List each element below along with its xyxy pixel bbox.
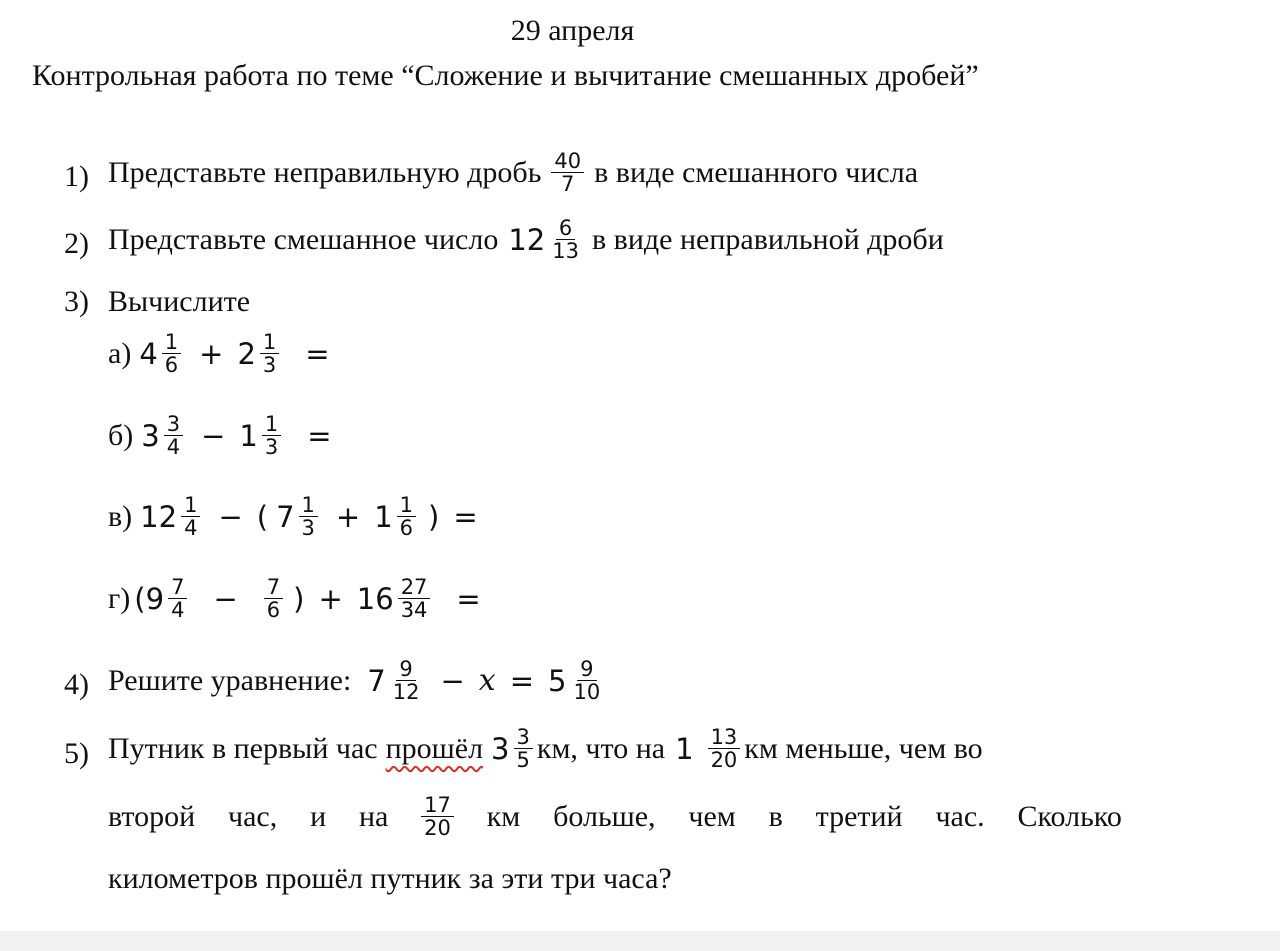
word: на	[358, 799, 389, 833]
fraction-denominator: 3	[264, 435, 279, 460]
task-2-whole: 12	[508, 222, 546, 257]
fraction-numerator: 7	[264, 576, 283, 599]
equals-sign: =	[305, 336, 330, 371]
document-title: Контрольная работа по теме “Сложение и вычитание смешанных дробей”	[32, 59, 979, 92]
task-1-line	[108, 150, 918, 195]
task-2-number: 2)	[64, 227, 89, 260]
whole-part: 1	[374, 499, 393, 534]
operator: +	[199, 336, 224, 371]
fraction	[299, 494, 318, 539]
fraction	[421, 794, 454, 839]
fraction-numerator: 6	[556, 217, 575, 240]
fraction	[164, 413, 183, 458]
whole-part: 2	[237, 336, 256, 371]
fraction-denominator: 20	[710, 748, 738, 773]
fraction	[390, 658, 423, 703]
operator: −	[440, 663, 465, 698]
fraction-numerator: 9	[396, 658, 415, 681]
fraction	[708, 726, 741, 771]
task-5-number: 5)	[64, 737, 89, 770]
fraction	[168, 576, 187, 621]
task-3-text: Вычислите	[108, 285, 251, 318]
fraction	[514, 726, 533, 771]
fraction-numerator: 1	[181, 494, 200, 517]
fraction-denominator: 6	[266, 598, 281, 623]
word: в	[768, 799, 783, 833]
task-5-text-a: Путник в первый час	[108, 731, 378, 765]
whole-part: 7	[276, 499, 295, 534]
fraction	[181, 494, 200, 539]
task-3-number: 3)	[64, 285, 89, 318]
task-1-number: 1)	[64, 160, 89, 193]
left-paren: (	[256, 499, 269, 534]
word: и	[310, 799, 327, 833]
fraction-denominator: 3	[301, 516, 315, 541]
equals-sign: =	[453, 499, 478, 534]
task-2-fraction	[549, 217, 582, 262]
task-3a	[108, 331, 344, 376]
fraction-denominator: 5	[516, 748, 530, 773]
word: час.	[935, 799, 985, 833]
word: Сколько	[1017, 799, 1122, 833]
whole-part: 4	[139, 336, 158, 371]
whole-part: 1	[239, 418, 258, 453]
task-4-line	[108, 658, 607, 703]
right-paren: )	[293, 581, 305, 616]
whole-part: 9	[145, 581, 165, 616]
operator: +	[335, 499, 361, 534]
fraction-denominator: 6	[164, 353, 179, 378]
operator: −	[218, 499, 243, 534]
word: третий	[815, 799, 903, 833]
variable-x: x	[478, 663, 496, 699]
fraction-numerator: 1	[162, 331, 181, 354]
fraction-denominator: 7	[561, 172, 575, 197]
task-5-text-c: км меньше, чем во	[744, 731, 983, 765]
fraction-numerator: 40	[551, 150, 584, 173]
task-5-line-3: километров прошёл путник за эти три часа?	[108, 862, 672, 895]
fraction-denominator: 6	[399, 516, 414, 541]
whole-part: 3	[491, 731, 510, 766]
fraction	[162, 331, 181, 376]
fraction-denominator: 4	[171, 598, 185, 623]
sub-label: а)	[108, 336, 132, 370]
task-2-line	[108, 217, 944, 262]
word: км	[486, 799, 521, 833]
fraction	[264, 576, 283, 621]
task-1-fraction	[551, 150, 584, 195]
word: второй	[108, 799, 196, 833]
sub-label: г)	[108, 581, 131, 615]
fraction-denominator: 4	[166, 435, 181, 460]
whole-part: 16	[356, 581, 394, 616]
fraction-denominator: 13	[552, 239, 579, 264]
task-1-text-after: в виде смешанного числа	[594, 155, 919, 189]
fraction-numerator: 1	[262, 413, 281, 436]
operator: +	[318, 581, 343, 616]
fraction-denominator: 10	[573, 680, 601, 705]
equals-sign: =	[307, 418, 332, 453]
word: больше,	[553, 799, 656, 833]
sub-label: б)	[108, 418, 134, 452]
fraction-denominator: 12	[392, 680, 420, 705]
sub-label: в)	[108, 499, 133, 533]
task-5-line-2	[108, 794, 1122, 839]
fraction	[260, 331, 279, 376]
task-2-text-after: в виде неправильной дроби	[591, 222, 944, 256]
fraction-numerator: 13	[708, 726, 741, 749]
task-3b	[108, 413, 346, 458]
task-3v	[108, 494, 492, 539]
fraction-numerator: 1	[299, 494, 318, 517]
fraction-denominator: 34	[400, 598, 428, 623]
task-4-text: Решите уравнение:	[108, 663, 352, 697]
document-date: 29 апреля	[510, 14, 635, 47]
word: час,	[228, 799, 278, 833]
whole-part: 3	[141, 418, 160, 453]
whole-part: 7	[367, 663, 386, 698]
fraction-numerator: 9	[577, 658, 596, 681]
equals-sign: =	[456, 581, 481, 616]
task-4-number: 4)	[64, 668, 89, 701]
fraction	[262, 413, 281, 458]
fraction-numerator: 7	[168, 576, 187, 599]
fraction-denominator: 20	[424, 816, 451, 841]
equals-sign: =	[509, 663, 535, 698]
whole-part: 1	[675, 731, 694, 766]
misspelled-word: прошёл	[385, 731, 484, 765]
fraction	[398, 576, 431, 621]
task-5-text-b: км, что на	[536, 731, 666, 765]
operator: −	[201, 418, 226, 453]
fraction-numerator: 3	[514, 726, 533, 749]
right-paren: )	[428, 499, 440, 534]
operator: −	[213, 581, 238, 616]
fraction-denominator: 3	[262, 353, 277, 378]
fraction	[397, 494, 416, 539]
task-3g	[108, 576, 495, 621]
task-2-text-before: Представьте смешанное число	[108, 222, 499, 256]
fraction-numerator: 27	[398, 576, 431, 599]
task-1-text-before: Представьте неправильную дробь	[108, 155, 542, 189]
whole-part: 5	[548, 663, 567, 698]
fraction-numerator: 1	[260, 331, 279, 354]
whole-part: 12	[140, 499, 178, 534]
left-paren: (	[134, 581, 146, 616]
word: чем	[688, 799, 736, 833]
bottom-strip	[0, 931, 1280, 951]
fraction-numerator: 1	[397, 494, 416, 517]
fraction	[570, 658, 603, 703]
fraction-denominator: 4	[184, 516, 198, 541]
fraction-numerator: 17	[421, 794, 454, 817]
task-5-line-1	[108, 726, 983, 771]
fraction-numerator: 3	[164, 413, 183, 436]
